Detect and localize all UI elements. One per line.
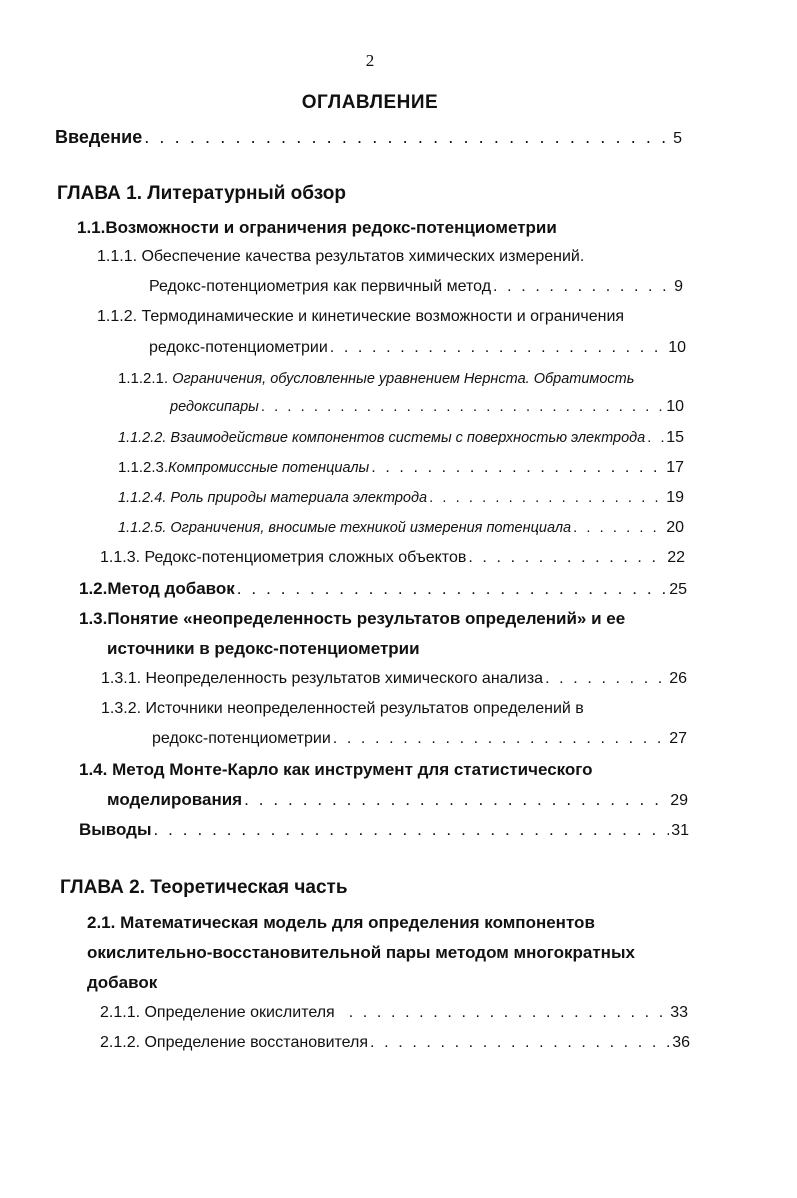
toc-entry-2-1-line3[interactable]: добавок — [87, 973, 158, 992]
toc-entry-title: 2.1.1. Определение окислителя — [100, 1004, 335, 1021]
toc-entry-1-2[interactable] — [79, 579, 687, 599]
toc-entry-1-4-line1[interactable]: 1.4. Метод Монте-Карло как инструмент для статистического — [79, 760, 593, 779]
toc-entry-intro[interactable] — [55, 127, 682, 148]
toc-entry-1-3-2[interactable] — [152, 730, 687, 748]
toc-entry-title: 1.1.2.5. Ограничения, вносимые техникой измерения потенциала — [118, 520, 572, 536]
toc-entry-title: Компромиссные потенциалы — [168, 460, 370, 476]
toc-entry-1-1-2[interactable] — [149, 339, 686, 357]
toc-entry-title: 1.1.3. Редокс-потенциометрия сложных объектов — [100, 549, 467, 566]
leader-dots — [154, 820, 670, 840]
section-title: Ограничения, обусловленные уравнением Нернста. Обратимость — [172, 371, 635, 387]
toc-entry-1-1-2-1-line1[interactable] — [118, 370, 634, 388]
toc-entry-1-1-2-3[interactable] — [118, 459, 684, 477]
leader-dots — [468, 549, 665, 567]
leader-dots — [545, 670, 667, 688]
leader-dots — [333, 730, 667, 748]
toc-entry-title: редоксипары — [170, 399, 259, 415]
toc-entry-title: 1.1.2.4. Роль природы материала электрода — [118, 490, 428, 506]
toc-entry-1-3-line1[interactable]: 1.3.Понятие «неопределенность результатов определений» и ее — [79, 609, 626, 628]
toc-entry-title: 1.3.1. Неопределенность результатов химического анализа — [101, 670, 544, 687]
toc-entry-page: 33 — [670, 1004, 688, 1021]
toc-entry-page: 26 — [669, 670, 687, 687]
toc-entry-1-1-1[interactable] — [149, 278, 683, 296]
toc-entry-1-3-line2[interactable]: источники в редокс-потенциометрии — [107, 639, 420, 658]
toc-entry-page: 19 — [666, 489, 684, 506]
toc-entry-1-1-3[interactable] — [100, 549, 685, 567]
toc-entry-2-1-1[interactable] — [100, 1004, 688, 1022]
toc-entry-title: моделирования — [107, 790, 243, 809]
toc-entry-conclusions[interactable] — [79, 820, 689, 840]
toc-entry-1-1-2-4[interactable] — [118, 489, 684, 507]
leader-dots — [349, 1004, 668, 1022]
toc-entry-2-1-line1[interactable]: 2.1. Математическая модель для определения компонентов — [87, 913, 595, 932]
section-number: 1.1.2.3. — [118, 459, 169, 476]
toc-entry-page: 22 — [667, 549, 685, 566]
toc-entry-page: 10 — [666, 398, 684, 415]
chapter-2-title[interactable]: ГЛАВА 2. Теоретическая часть — [60, 877, 348, 898]
toc-entry-page: 25 — [669, 581, 687, 598]
toc-entry-title: редокс-потенциометрии — [149, 339, 328, 356]
toc-entry-title: Введение — [55, 127, 143, 147]
leader-dots — [371, 459, 664, 477]
toc-entry-page: 29 — [670, 792, 688, 809]
page-number: 2 — [365, 51, 375, 70]
toc-entry-page: 15 — [666, 429, 684, 446]
toc-entry-page: 31 — [671, 822, 689, 839]
toc-entry-page: 10 — [668, 339, 686, 356]
leader-dots — [330, 339, 666, 357]
toc-entry-2-1-line2[interactable]: окислительно-восстановительной пары методом многократных — [87, 943, 635, 962]
toc-title: ОГЛАВЛЕНИЕ — [301, 92, 439, 113]
leader-dots — [244, 790, 668, 810]
toc-entry-page: 5 — [673, 130, 682, 147]
leader-dots — [370, 1034, 670, 1052]
leader-dots — [573, 520, 664, 536]
toc-entry-page: 9 — [674, 278, 683, 295]
toc-entry-1-3-1[interactable] — [101, 670, 687, 688]
toc-entry-1-4[interactable] — [107, 790, 688, 810]
toc-entry-page: 36 — [672, 1034, 690, 1051]
leader-dots — [493, 278, 672, 296]
toc-entry-title: 1.2.Метод добавок — [79, 579, 235, 598]
leader-dots — [144, 127, 671, 148]
toc-entry-1-1-1-line1[interactable]: 1.1.1. Обеспечение качества результатов химических измерений. — [97, 248, 585, 265]
toc-entry-1-3-2-line1[interactable]: 1.3.2. Источники неопределенностей результатов определений в — [101, 700, 584, 717]
leader-dots — [429, 490, 664, 506]
toc-entry-title: редокс-потенциометрии — [152, 730, 331, 747]
leader-dots — [261, 399, 664, 415]
leader-dots — [647, 430, 664, 446]
toc-entry-page: 20 — [666, 519, 684, 536]
toc-entry-1-1-2-line1[interactable]: 1.1.2. Термодинамические и кинетические возможности и ограничения — [97, 308, 625, 325]
section-number: 1.1.2.1. — [118, 370, 173, 387]
toc-entry-page: 17 — [666, 459, 684, 476]
leader-dots — [237, 579, 667, 599]
toc-entry-2-1-2[interactable] — [100, 1034, 690, 1052]
toc-entry-1-1[interactable]: 1.1.Возможности и ограничения редокс-потенциометрии — [77, 218, 557, 237]
toc-entry-page: 27 — [669, 730, 687, 747]
toc-entry-title: 1.1.2.2. Взаимодействие компонентов системы с поверхностью электрода — [118, 430, 646, 446]
toc-entry-1-1-2-1[interactable] — [170, 398, 684, 416]
toc-entry-title: 2.1.2. Определение восстановителя — [100, 1034, 369, 1051]
toc-entry-title: Редокс-потенциометрия как первичный метод — [149, 278, 492, 295]
toc-entry-1-1-2-5[interactable] — [118, 519, 684, 537]
toc-entry-1-1-2-2[interactable] — [118, 429, 684, 447]
chapter-1-title[interactable]: ГЛАВА 1. Литературный обзор — [57, 183, 346, 204]
toc-entry-title: Выводы — [79, 820, 152, 839]
